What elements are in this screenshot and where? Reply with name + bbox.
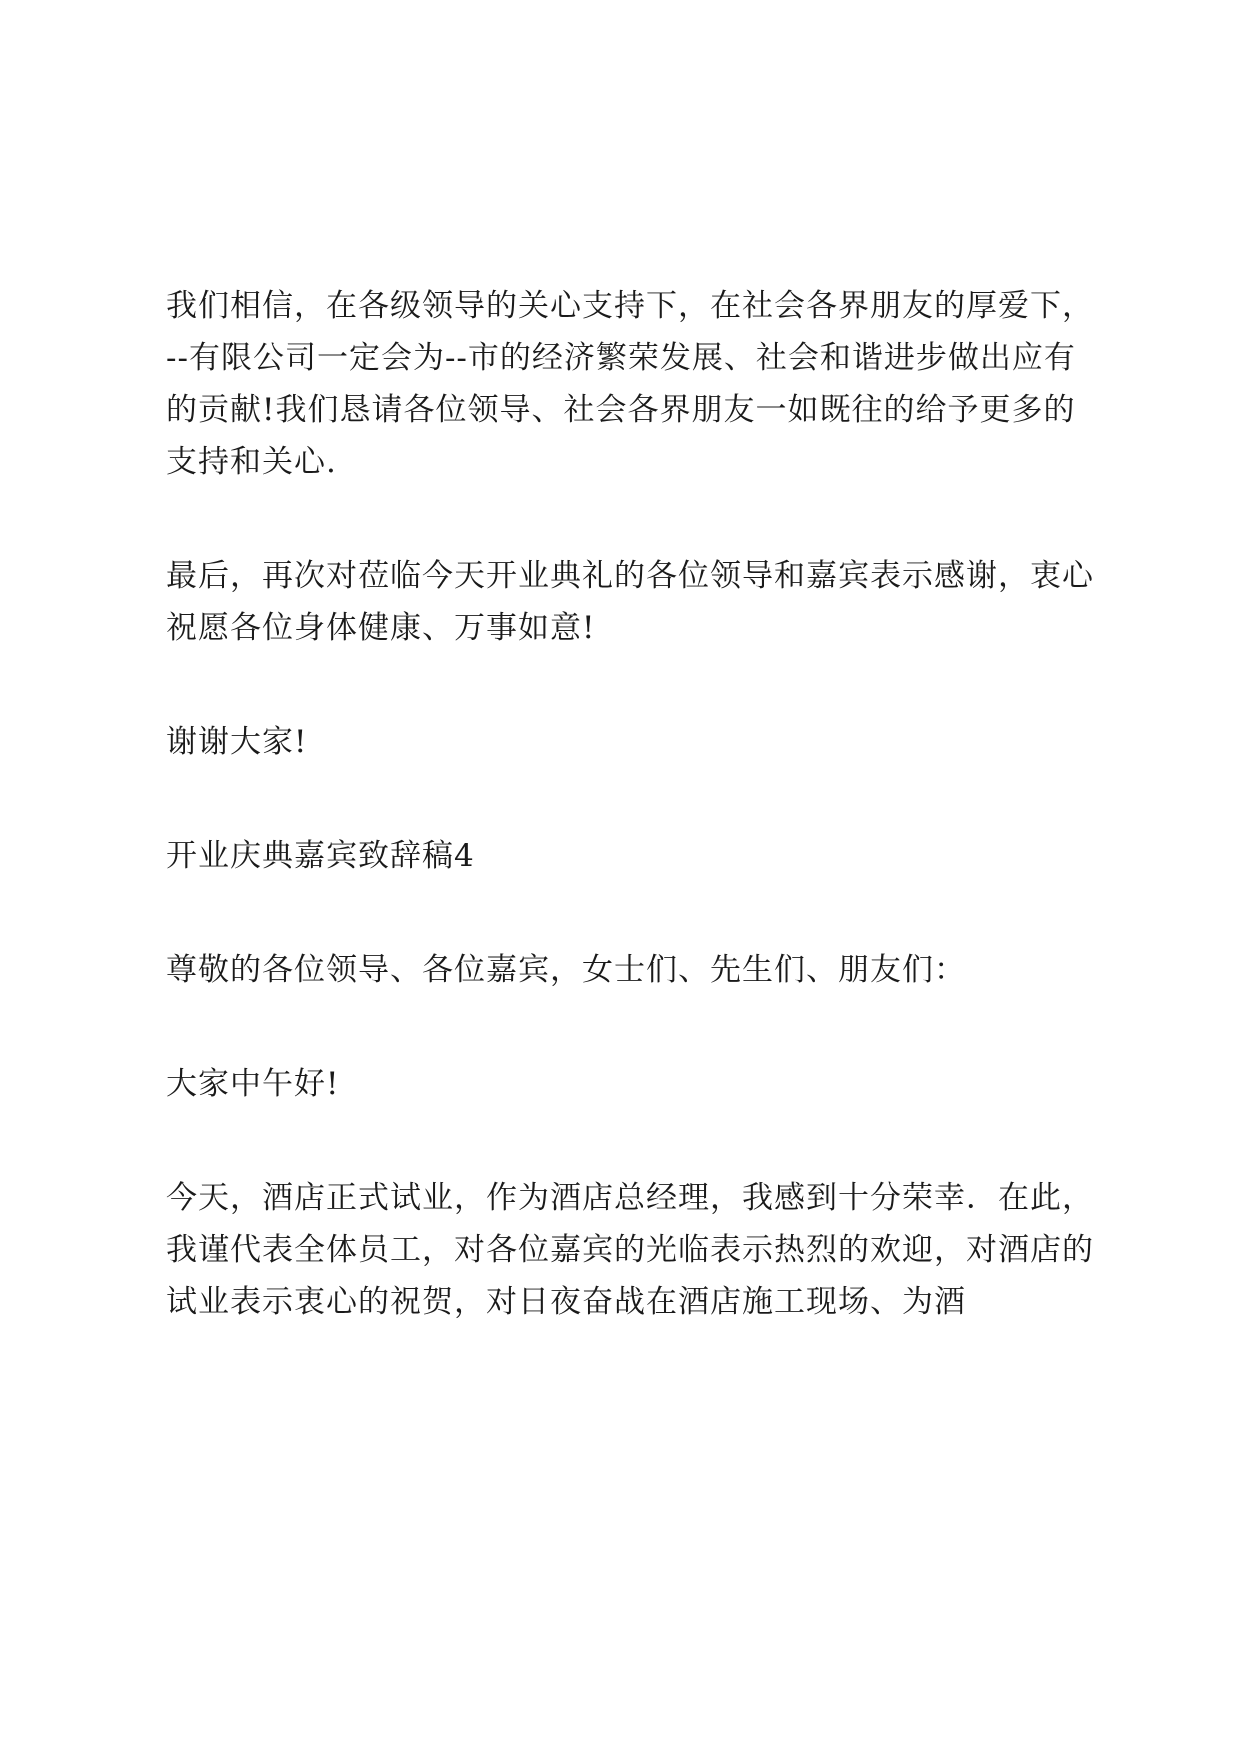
paragraph-thank-you: 谢谢大家! [166,724,308,760]
paragraph-closing-thanks: 最后，再次对莅临今天开业典礼的各位领导和嘉宾表示感谢，衷心祝愿各位身体健康、万事如意! [166,558,1094,646]
document-body [166,280,1096,1390]
paragraph-support-appeal: 我们相信，在各级领导的关心支持下，在社会各界朋友的厚爱下，--有限公司一定会为--市的经济繁荣发展、社会和谐进步做出应有的贡献!我们恳请各位领导、社会各界朋友一如既往的给予更多的支持和关心. [166,288,1094,480]
section-heading: 开业庆典嘉宾致辞稿4 [166,838,475,874]
paragraph-opening-speech: 今天，酒店正式试业，作为酒店总经理，我感到十分荣幸．在此，我谨代表全体员工，对各位嘉宾的光临表示热烈的欢迎，对酒店的试业表示衷心的祝贺，对日夜奋战在酒店施工现场、为酒 [166,1180,1094,1320]
paragraph-greeting: 大家中午好! [166,1066,340,1102]
paragraph-salutation: 尊敬的各位领导、各位嘉宾，女士们、先生们、朋友们： [166,952,966,988]
